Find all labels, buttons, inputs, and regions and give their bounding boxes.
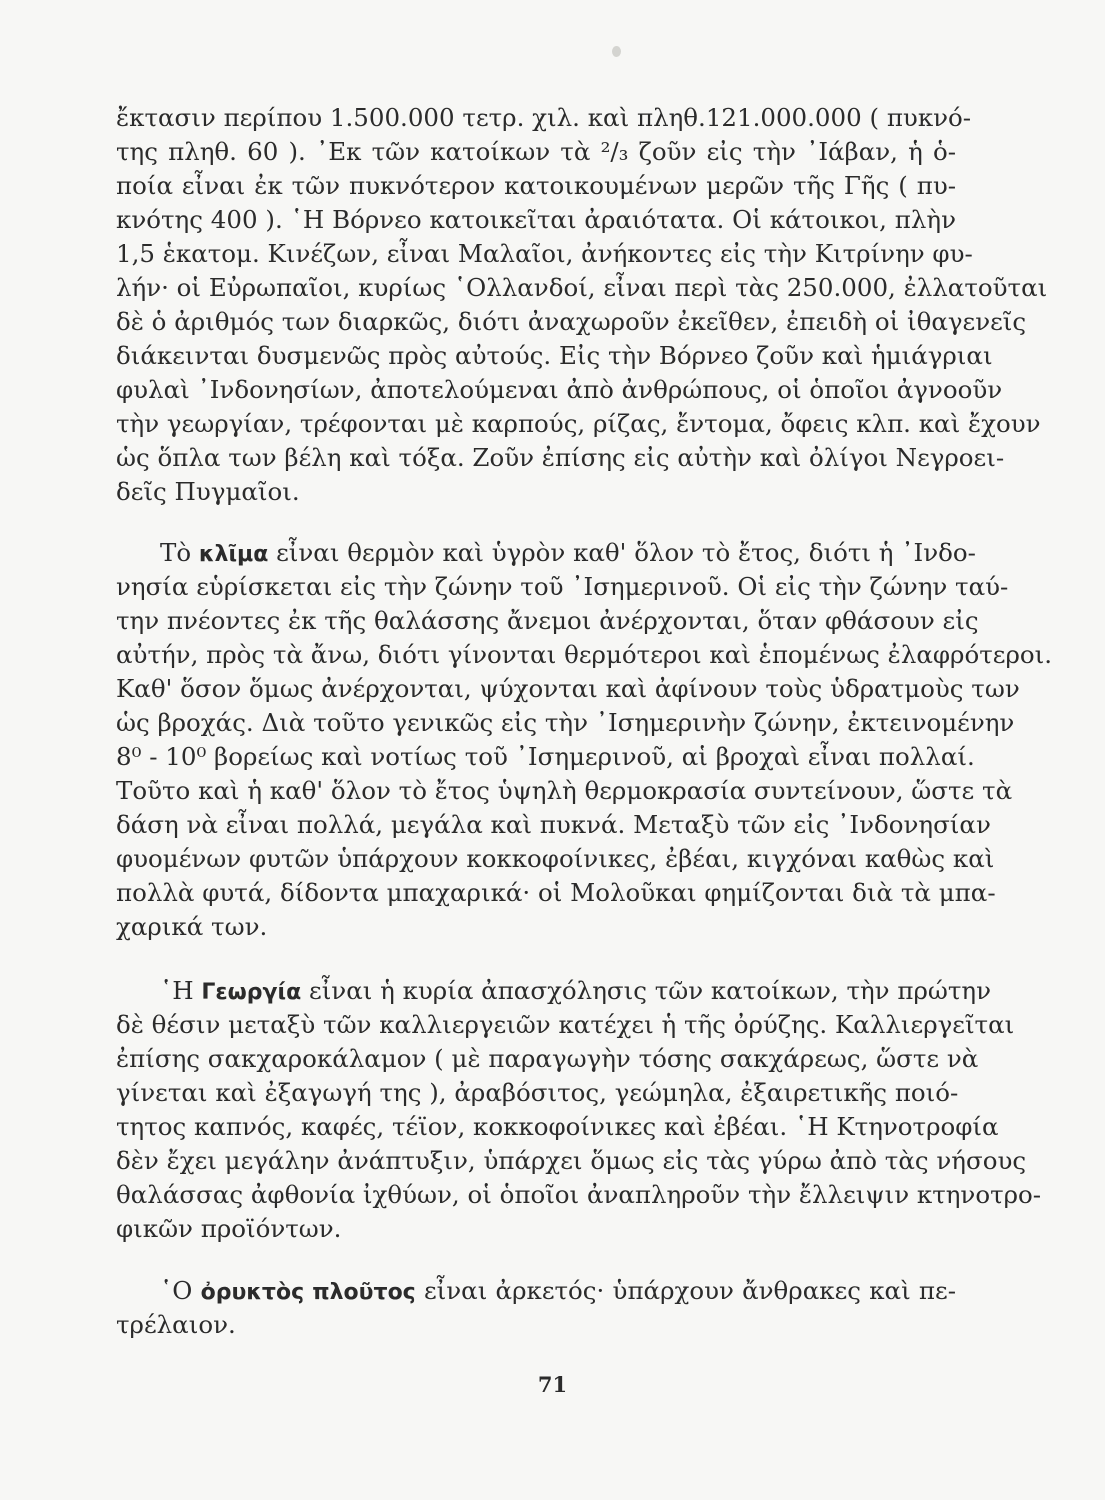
text-line: 1,5 ἑκατομ. Κινέζων, εἶναι Μαλαῖοι, ἀνήκοντες εἰς τὴν Κιτρίνην φυ- bbox=[116, 239, 973, 268]
text-line: ἐπίσης σακχαροκάλαμον ( μὲ παραγωγὴν τόσης σακχάρεως, ὥστε νὰ bbox=[116, 1044, 979, 1073]
page-number: 71 bbox=[537, 1372, 568, 1397]
paragraph-first-line bbox=[160, 1274, 956, 1310]
text-line: ὡς ὅπλα των βέλη καὶ τόξα. Ζοῦν ἐπίσης εἰς αὐτὴν καὶ ὀλίγοι Νεγροει- bbox=[116, 443, 1005, 472]
text-line: τητος καπνός, καφές, τέϊον, κοκκοφοίνικες καὶ ἐβέαι. ῾Η Κτηνοτροφία bbox=[116, 1112, 999, 1141]
text-line: θαλάσσας ἀφθονία ἰχθύων, οἱ ὁποῖοι ἀναπληροῦν τὴν ἔλλειψιν κτηνοτρο- bbox=[116, 1180, 1042, 1209]
bold-term: κλῖμα bbox=[198, 542, 269, 567]
text-line: ὡς βροχάς. Διὰ τοῦτο γενικῶς εἰς τὴν ᾿Ισημερινὴν ζώνην, ἐκτεινομένην bbox=[116, 708, 1015, 737]
text-span: εἶναι θερμὸν καὶ ὑγρὸν καθ' ὅλον τὸ ἔτος, διότι ἡ ᾿Ινδο- bbox=[268, 538, 976, 567]
paragraph-first-line bbox=[160, 974, 991, 1010]
text-line: διάκεινται δυσμενῶς πρὸς αὐτούς. Εἰς τὴν Βόρνεο ζοῦν καὶ ἡμιάγριαι bbox=[116, 341, 993, 370]
text-line: αὐτήν, πρὸς τὰ ἄνω, διότι γίνονται θερμότεροι καὶ ἑπομένως ἐλαφρότεροι. bbox=[116, 640, 1053, 669]
text-line: της πληθ. 60 ). ᾿Εκ τῶν κατοίκων τὰ ²/₃ ζοῦν εἰς τὴν ᾿Ιάβαν, ἡ ὁ- bbox=[116, 137, 956, 166]
bold-term: ὀρυκτὸς πλοῦτος bbox=[200, 1280, 416, 1305]
text-line: γίνεται καὶ ἐξαγωγή της ), ἀραβόσιτος, γεώμηλα, ἐξαιρετικῆς ποιό- bbox=[116, 1078, 959, 1107]
bold-term: Γεωργία bbox=[201, 980, 302, 1005]
text-line: πολλὰ φυτά, δίδοντα μπαχαρικά· οἱ Μολοῦκαι φημίζονται διὰ τὰ μπα- bbox=[116, 878, 996, 907]
text-line: φυομένων φυτῶν ὑπάρχουν κοκκοφοίνικες, ἐβέαι, κιγχόναι καθὼς καὶ bbox=[116, 844, 995, 873]
text-line: τρέλαιον. bbox=[116, 1310, 236, 1339]
text-span: ῾Η bbox=[160, 976, 202, 1005]
text-line: φικῶν προϊόντων. bbox=[116, 1214, 342, 1243]
text-line: την πνέοντες ἐκ τῆς θαλάσσης ἄνεμοι ἀνέρχονται, ὅταν φθάσουν εἰς bbox=[116, 606, 979, 635]
text-span: εἶναι ἀρκετός· ὑπάρχουν ἄνθρακες καὶ πε- bbox=[415, 1276, 956, 1305]
paper-speck bbox=[612, 46, 621, 57]
text-line: λήν· οἱ Εὐρωπαῖοι, κυρίως ῾Ολλανδοί, εἶναι περὶ τὰς 250.000, ἐλλατοῦται bbox=[116, 273, 1048, 302]
text-line: δάση νὰ εἶναι πολλά, μεγάλα καὶ πυκνά. Μεταξὺ τῶν εἰς ᾿Ινδονησίαν bbox=[116, 810, 991, 839]
text-line: ποία εἶναι ἐκ τῶν πυκνότερον κατοικουμένων μερῶν τῆς Γῆς ( πυ- bbox=[116, 171, 956, 200]
text-span: ῾Ο bbox=[160, 1276, 201, 1305]
text-line: 8⁰ - 10⁰ βορείως καὶ νοτίως τοῦ ᾿Ισημερινοῦ, αἱ βροχαὶ εἶναι πολλαί. bbox=[116, 742, 975, 771]
text-line: δὲν ἔχει μεγάλην ἀνάπτυξιν, ὑπάρχει ὅμως εἰς τὰς γύρω ἀπὸ τὰς νήσους bbox=[116, 1146, 1027, 1175]
text-line: Καθ' ὅσον ὅμως ἀνέρχονται, ψύχονται καὶ ἀφίνουν τοὺς ὑδρατμοὺς των bbox=[116, 674, 1020, 703]
paragraph-first-line bbox=[160, 536, 976, 572]
text-line: τὴν γεωργίαν, τρέφονται μὲ καρπούς, ρίζας, ἔντομα, ὄφεις κλπ. καὶ ἔχουν bbox=[116, 409, 1041, 438]
text-line: δὲ θέσιν μεταξὺ τῶν καλλιεργειῶν κατέχει ἡ τῆς ὀρύζης. Καλλιεργεῖται bbox=[116, 1010, 1015, 1039]
text-line: δεῖς Πυγμαῖοι. bbox=[116, 477, 300, 506]
text-span: εἶναι ἡ κυρία ἀπασχόλησις τῶν κατοίκων, τὴν πρώτην bbox=[301, 976, 991, 1005]
text-line: δὲ ὁ ἀριθμός των διαρκῶς, διότι ἀναχωροῦν ἐκεῖθεν, ἐπειδὴ οἱ ἰθαγενεῖς bbox=[116, 307, 1027, 336]
text-line: φυλαὶ ᾿Ινδονησίων, ἀποτελούμεναι ἀπὸ ἀνθρώπους, οἱ ὁποῖοι ἀγνοοῦν bbox=[116, 375, 1003, 404]
text-line: Τοῦτο καὶ ἡ καθ' ὅλον τὸ ἔτος ὑψηλὴ θερμοκρασία συντείνουν, ὥστε τὰ bbox=[116, 776, 1013, 805]
text-line: κνότης 400 ). ῾Η Βόρνεο κατοικεῖται ἀραιότατα. Οἱ κάτοικοι, πλὴν bbox=[116, 205, 956, 234]
text-line: χαρικά των. bbox=[116, 912, 268, 941]
text-span: Τὸ bbox=[160, 538, 199, 567]
text-line: νησία εὑρίσκεται εἰς τὴν ζώνην τοῦ ᾿Ισημερινοῦ. Οἱ εἰς τὴν ζώνην ταύ- bbox=[116, 572, 1009, 601]
text-line: ἔκτασιν περίπου 1.500.000 τετρ. χιλ. καὶ πληθ.121.000.000 ( πυκνό- bbox=[116, 103, 972, 132]
